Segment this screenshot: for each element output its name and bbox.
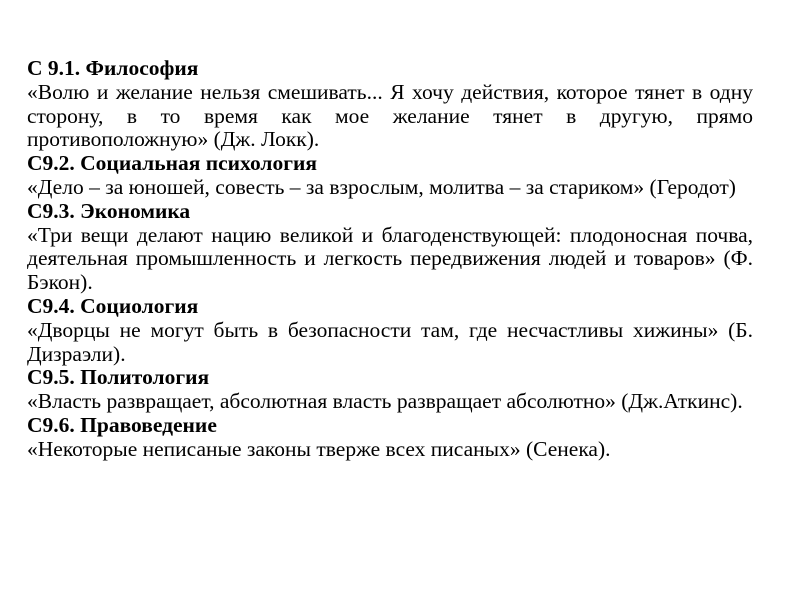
section-quote-social-psychology: «Дело – за юношей, совесть – за взрослым, молитва – за стариком» (Геродот) [27,174,736,199]
section-quote-sociology: «Дворцы не могут быть в безопасности там, где несчастливы хижины» (Б. Дизраэли). [27,317,753,366]
section-heading-philosophy: С 9.1. Философия [27,56,199,80]
section-heading-political-science: С9.5. Политология [27,365,210,390]
section-heading-social-psychology: С9.2. Социальная психология [27,151,318,176]
slide-content [27,57,753,462]
section-quote-law: «Некоторые неписаные законы тверже всех писаных» (Сенека). [27,436,611,461]
section-heading-sociology: С9.4. Социология [27,293,199,318]
section-quote-economics: «Три вещи делают нацию великой и благоденствующей: плодоносная почва, деятельная промышленность и легкость передвижения людей и товаров» (Ф. Бэкон). [27,222,753,295]
section-quote-political-science: «Власть развращает, абсолютная власть развращает абсолютно» (Дж.Аткинс). [27,389,743,414]
section-heading-law: С9.6. Правоведение [27,412,217,437]
section-quote-philosophy: «Волю и желание нельзя смешивать... Я хочу действия, которое тянет в одну сторону, в то время как мое желание тянет в другую, прямо противоположную» (Дж. Локк). [27,79,753,152]
section-heading-economics: С9.3. Экономика [27,198,191,223]
